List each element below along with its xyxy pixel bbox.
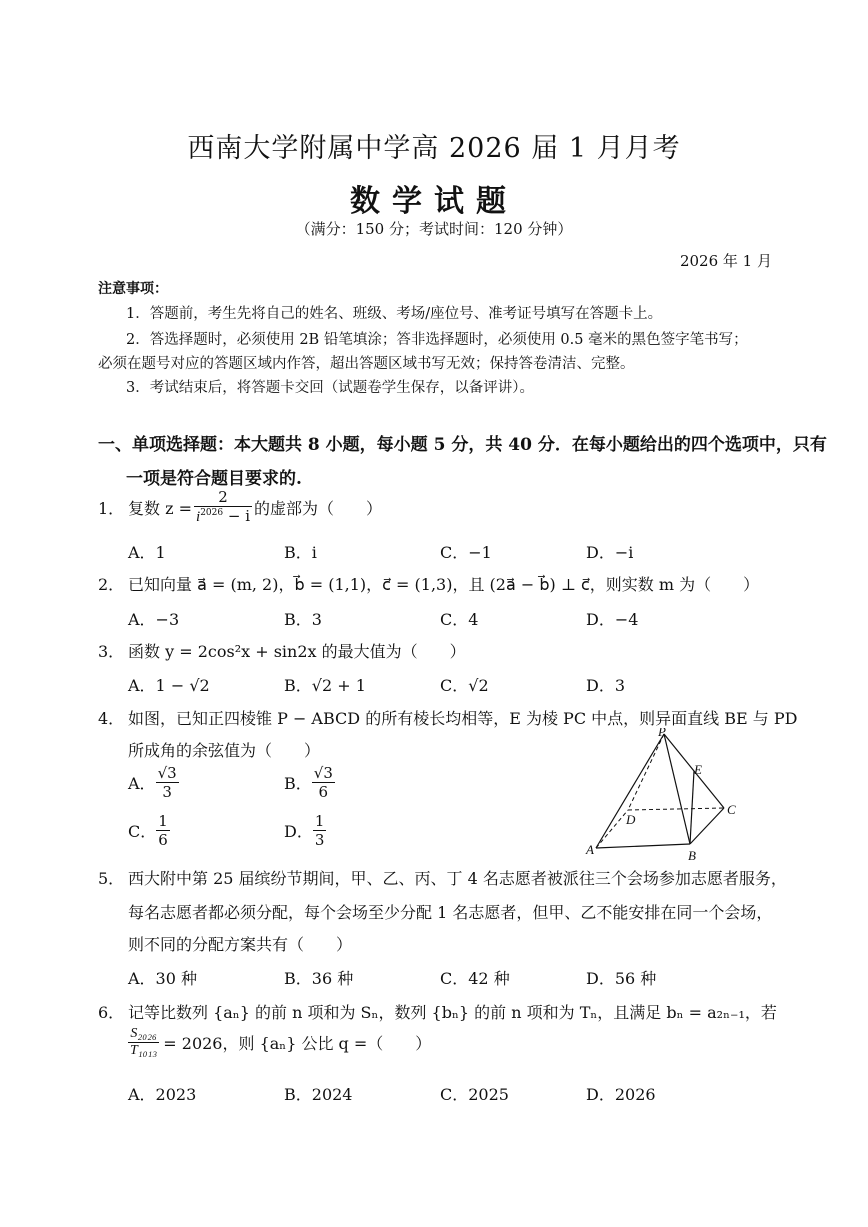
fraction-numerator: 1 (158, 812, 168, 830)
q3-option-d: D．3 (586, 676, 626, 695)
option-fraction (313, 812, 327, 849)
note-item-1: 1．答题前，考生先将自己的姓名、班级、考场/座位号、准考证号填写在答题卡上。 (126, 306, 663, 322)
question-1-number: 1． (98, 499, 125, 518)
q1-option-d: D．−i (586, 543, 634, 562)
question-3-stem: 函数 y = 2cos²x + sin2x 的最大值为（ ） (128, 642, 466, 661)
notes-title: 注意事项： (98, 281, 168, 297)
q3-option-c: C．√2 (440, 676, 489, 695)
option-label: C． (128, 822, 157, 841)
question-5-stem-cont2: 则不同的分配方案共有（ ） (128, 935, 353, 954)
edge-pd (628, 734, 664, 810)
q3-option-b: B．√2 + 1 (284, 676, 366, 695)
question-6-stem-cont (128, 1026, 431, 1059)
q6-option-b: B．2024 (284, 1085, 353, 1104)
segment-be (690, 771, 694, 844)
question-1-fraction (194, 488, 252, 526)
den-base: i (196, 509, 201, 525)
q6-option-c: C．2025 (440, 1085, 509, 1104)
question-6-equation: = 2026，则 {aₙ} 公比 q =（ ） (163, 1034, 432, 1053)
q5-option-d: D．56 种 (586, 969, 657, 988)
section-heading: 一、单项选择题：本大题共 8 小题，每小题 5 分，共 40 分．在每小题给出的四个选项中，只有 (98, 435, 827, 455)
edge-ab (596, 844, 690, 848)
vertex-label-d: D (626, 812, 636, 827)
vertex-label-c: C (727, 802, 736, 817)
edge-ad (596, 810, 628, 848)
question-4-stem: 如图，已知正四棱锥 P − ABCD 的所有棱长均相等，E 为棱 PC 中点，则异面直线 BE 与 PD (128, 709, 798, 728)
option-fraction (156, 812, 170, 849)
question-1-pre: 复数 z = (128, 498, 193, 518)
q5-option-a: A．30 种 (128, 969, 198, 988)
section-heading-cont: 一项是符合题目要求的. (126, 469, 302, 489)
question-6-number: 6． (98, 1003, 125, 1022)
vertex-label-a: A (586, 842, 594, 857)
question-5-stem-cont: 每名志愿者都必须分配，每个会场至少分配 1 名志愿者，但甲、乙不能安排在同一个会场， (128, 903, 773, 922)
fraction-numerator: √3 (313, 764, 333, 782)
vertex-label-b: B (688, 848, 696, 863)
note-item-3: 3．考试结束后，将答题卡交回（试题卷学生保存，以备评讲）。 (126, 380, 534, 396)
question-5-number: 5． (98, 869, 125, 888)
q1-option-a: A．1 (128, 543, 166, 562)
q6-option-a: A．2023 (128, 1085, 197, 1104)
option-fraction (156, 764, 179, 801)
note-item-2: 2．答选择题时，必须使用 2B 铅笔填涂；答非选择题时，必须使用 0.5 毫米的黑色签字笔书写； (126, 332, 748, 348)
den-tail: − i (223, 507, 250, 525)
q3-option-a: A．1 − √2 (128, 676, 210, 695)
edge-bc (690, 808, 724, 844)
q2-option-c: C．4 (440, 610, 479, 629)
fraction-numerator: S₂₀₂₆ (128, 1026, 159, 1043)
fraction-denominator: 3 (314, 831, 325, 849)
question-3-number: 3． (98, 642, 125, 661)
fraction-denominator (194, 507, 252, 526)
question-4-stem-cont: 所成角的余弦值为（ ） (128, 741, 321, 760)
option-label: A． (128, 774, 156, 793)
q4-option-b (284, 764, 335, 801)
q4-option-c (128, 812, 170, 849)
option-label: D． (284, 822, 313, 841)
q5-option-c: C．42 种 (440, 969, 510, 988)
q1-option-b: B．i (284, 543, 317, 562)
edge-pa (596, 734, 664, 848)
q5-option-b: B．36 种 (284, 969, 354, 988)
fraction-numerator: 2 (194, 488, 252, 507)
question-2-number: 2． (98, 575, 125, 594)
vertex-label-p: P (658, 728, 666, 739)
q4-option-d (284, 812, 326, 849)
exam-date: 2026 年 1 月 (679, 252, 772, 270)
exam-meta: （满分：150 分；考试时间：120 分钟） (295, 220, 573, 238)
question-1-stem (128, 488, 382, 526)
vertex-label-e: E (694, 762, 702, 777)
fraction-numerator: 1 (314, 812, 325, 830)
question-2-stem: 已知向量 a⃗ = (m, 2)，b⃗ = (1,1)，c⃗ = (1,3)，且 (2a⃗ − b⃗) ⊥ c⃗，则实数 m 为（ ） (128, 575, 760, 594)
fraction-denominator: 3 (162, 783, 172, 801)
question-4-number: 4． (98, 709, 125, 728)
fraction-denominator: T₁₀₁₃ (130, 1043, 158, 1058)
fraction-denominator: 6 (158, 831, 168, 849)
fraction-denominator: 6 (318, 783, 329, 801)
q1-option-c: C．−1 (440, 543, 492, 562)
den-exponent: 2026 (200, 508, 224, 518)
q2-option-b: B．3 (284, 610, 322, 629)
q2-option-d: D．−4 (586, 610, 639, 629)
option-label: B． (284, 774, 312, 793)
question-5-stem: 西大附中第 25 届缤纷节期间，甲、乙、丙、丁 4 名志愿者被派往三个会场参加志愿者服务， (128, 869, 787, 888)
q2-option-a: A．−3 (128, 610, 180, 629)
question-6-fraction (128, 1026, 159, 1059)
question-1-post: 的虚部为（ ） (254, 498, 383, 518)
question-6-stem: 记等比数列 {aₙ} 的前 n 项和为 Sₙ，数列 {bₙ} 的前 n 项和为 Tₙ，且满足 bₙ = a₂ₙ₋₁，若 (128, 1003, 777, 1022)
option-fraction (312, 764, 335, 801)
q4-option-a (128, 764, 179, 801)
exam-subject: 数学试题 (350, 184, 518, 219)
q6-option-d: D．2026 (586, 1085, 656, 1104)
pyramid-figure (582, 728, 752, 864)
edge-dc (628, 808, 724, 810)
exam-title: 西南大学附属中学高 2026 届 1 月月考 (187, 133, 681, 164)
fraction-numerator: √3 (157, 764, 177, 782)
note-item-2-cont: 必须在题号对应的答题区域内作答，超出答题区域书写无效；保持答卷清洁、完整。 (98, 356, 635, 372)
